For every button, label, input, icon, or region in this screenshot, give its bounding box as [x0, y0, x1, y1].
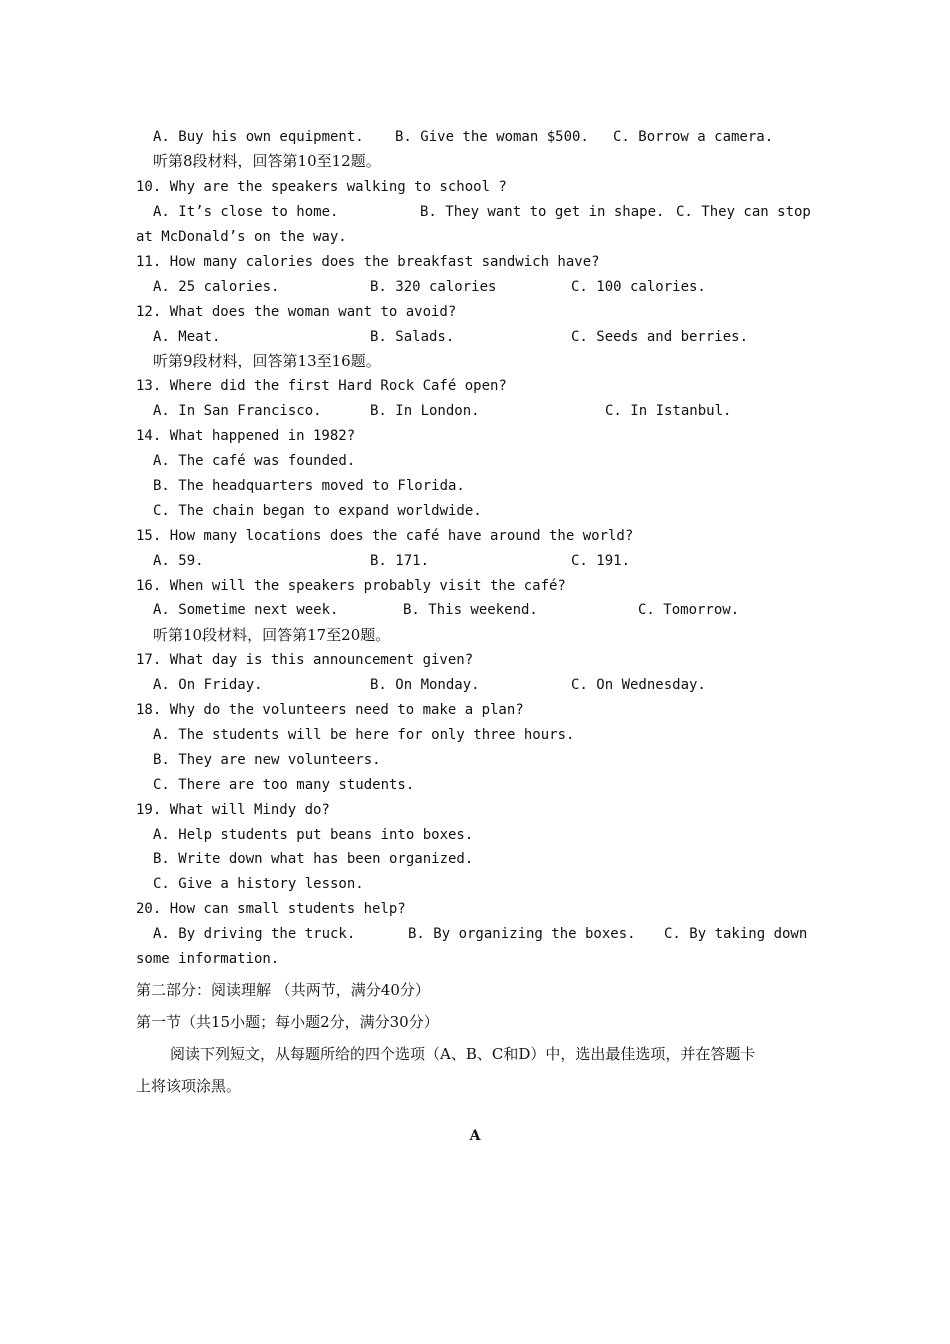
section8-intro: 听第8段材料，回答第10至12题。 [153, 152, 381, 170]
q11-option-c: C. 100 calories. [571, 279, 706, 295]
passage-label: A [469, 1128, 481, 1144]
q17-question: 17. What day is this announcement given? [136, 652, 474, 668]
q9-option-a: A. Buy his own equipment. [153, 129, 364, 145]
q17-option-a: A. On Friday. [153, 677, 263, 693]
q12-option-b: B. Salads. [370, 329, 455, 345]
q11-question: 11. How many calories does the breakfast sandwich have? [136, 254, 600, 270]
q15-option-c: C. 191. [571, 553, 631, 569]
q10-option-a: A. It’s close to home. [153, 204, 339, 220]
q10-option-c: C. They can stop [676, 204, 811, 220]
q17-option-c: C. On Wednesday. [571, 677, 706, 693]
q19-option-b: B. Write down what has been organized. [153, 851, 474, 867]
q19-option-c: C. Give a history lesson. [153, 876, 364, 892]
q14-option-c: C. The chain began to expand worldwide. [153, 503, 482, 519]
q11-option-b: B. 320 calories [370, 279, 497, 295]
q20-option-c-continued: some information. [136, 951, 280, 967]
q18-option-b: B. They are new volunteers. [153, 752, 381, 768]
q15-option-a: A. 59. [153, 553, 204, 569]
q15-option-b: B. 171. [370, 553, 430, 569]
q13-option-a: A. In San Francisco. [153, 403, 322, 419]
q13-option-b: B. In London. [370, 403, 480, 419]
section9-intro: 听第9段材料，回答第13至16题。 [153, 352, 381, 370]
q9-option-c: C. Borrow a camera. [613, 129, 774, 145]
q13-question: 13. Where did the first Hard Rock Café open? [136, 378, 507, 394]
q12-question: 12. What does the woman want to avoid? [136, 304, 457, 320]
q12-option-a: A. Meat. [153, 329, 221, 345]
part2-heading: 第二部分：阅读理解 （共两节，满分40分） [136, 981, 430, 999]
q16-option-c: C. Tomorrow. [638, 602, 740, 618]
q16-option-b: B. This weekend. [403, 602, 538, 618]
q10-option-c-continued: at McDonald’s on the way. [136, 229, 347, 245]
q9-option-b: B. Give the woman $500. [395, 129, 589, 145]
q19-option-a: A. Help students put beans into boxes. [153, 827, 474, 843]
q20-option-a: A. By driving the truck. [153, 926, 356, 942]
q16-option-a: A. Sometime next week. [153, 602, 339, 618]
section1-heading: 第一节（共15小题；每小题2分，满分30分） [136, 1013, 439, 1031]
instructions-line2: 上将该项涂黑。 [136, 1077, 242, 1095]
q20-option-b: B. By organizing the boxes. [408, 926, 636, 942]
q12-option-c: C. Seeds and berries. [571, 329, 749, 345]
q16-question: 16. When will the speakers probably visit the café? [136, 578, 566, 594]
q15-question: 15. How many locations does the café have around the world? [136, 528, 634, 544]
section10-intro: 听第10段材料，回答第17至20题。 [153, 626, 391, 644]
q19-question: 19. What will Mindy do? [136, 802, 330, 818]
q17-option-b: B. On Monday. [370, 677, 480, 693]
q18-option-c: C. There are too many students. [153, 777, 415, 793]
q14-option-a: A. The café was founded. [153, 453, 356, 469]
q11-option-a: A. 25 calories. [153, 279, 280, 295]
q20-option-c: C. By taking down [664, 926, 808, 942]
instructions-line1: 阅读下列短文，从每题所给的四个选项（A、B、C和D）中，选出最佳选项，并在答题卡 [170, 1045, 756, 1063]
q13-option-c: C. In Istanbul. [605, 403, 732, 419]
q14-option-b: B. The headquarters moved to Florida. [153, 478, 465, 494]
q18-question: 18. Why do the volunteers need to make a plan? [136, 702, 524, 718]
q10-question: 10. Why are the speakers walking to school ? [136, 179, 507, 195]
q10-option-b: B. They want to get in shape. [420, 204, 665, 220]
q18-option-a: A. The students will be here for only three hours. [153, 727, 575, 743]
q14-question: 14. What happened in 1982? [136, 428, 356, 444]
q20-question: 20. How can small students help? [136, 901, 406, 917]
